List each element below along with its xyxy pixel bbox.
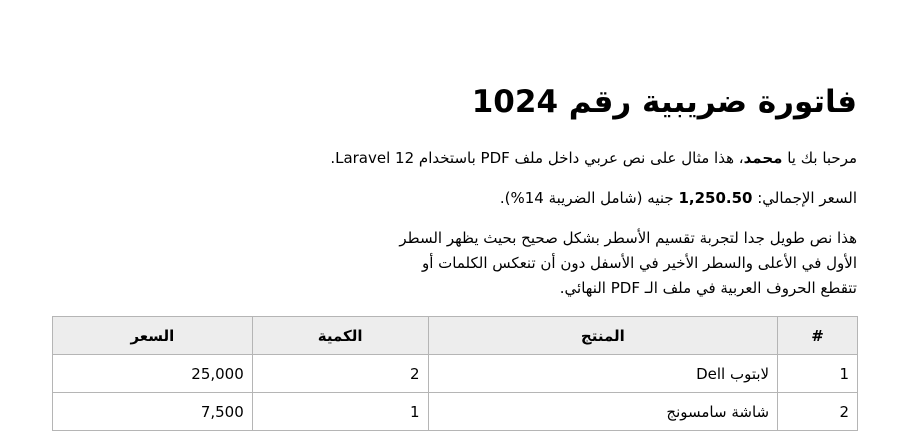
invoice-document: [53, 82, 857, 301]
header-product: المنتج: [428, 317, 778, 355]
long-text-line-3: تتقطع الحروف العربية في ملف الـ PDF النهائي.: [559, 279, 857, 297]
greeting-before: مرحبا بك يا: [782, 149, 857, 167]
long-text-line-1: هذا نص طويل جدا لتجربة تقسيم الأسطر بشكل صحيح بحيث يظهر السطر: [399, 229, 857, 247]
products-table: [52, 316, 858, 431]
row-product: لابتوب Dell: [428, 355, 778, 393]
row-price: 7,500: [53, 393, 253, 431]
table-row: [53, 355, 858, 393]
customer-name: محمد: [743, 149, 783, 167]
row-product: شاشة سامسونج: [428, 393, 778, 431]
total-paragraph: [53, 186, 857, 211]
long-text-line-2: الأول في الأعلى والسطر الأخير في الأسفل دون أن تنعكس الكلمات أو: [421, 254, 857, 272]
total-amount: 1,250.50: [678, 189, 753, 207]
row-quantity: 2: [252, 355, 428, 393]
table-row: [53, 393, 858, 431]
row-price: 25,000: [53, 355, 253, 393]
long-text-paragraph: [337, 226, 857, 301]
total-after: جنيه (شامل الضريبة 14%).: [499, 189, 679, 207]
row-number: 2: [778, 393, 858, 431]
total-label: السعر الإجمالي:: [752, 189, 857, 207]
greeting-paragraph: [53, 146, 857, 171]
greeting-after: ، هذا مثال على نص عربي داخل ملف PDF باستخدام Laravel 12.: [330, 149, 744, 167]
header-number: #: [778, 317, 858, 355]
table-header-row: [53, 317, 858, 355]
row-quantity: 1: [252, 393, 428, 431]
header-quantity: الكمية: [252, 317, 428, 355]
invoice-title: فاتورة ضريبية رقم 1024: [471, 84, 857, 120]
row-number: 1: [778, 355, 858, 393]
header-price: السعر: [53, 317, 253, 355]
